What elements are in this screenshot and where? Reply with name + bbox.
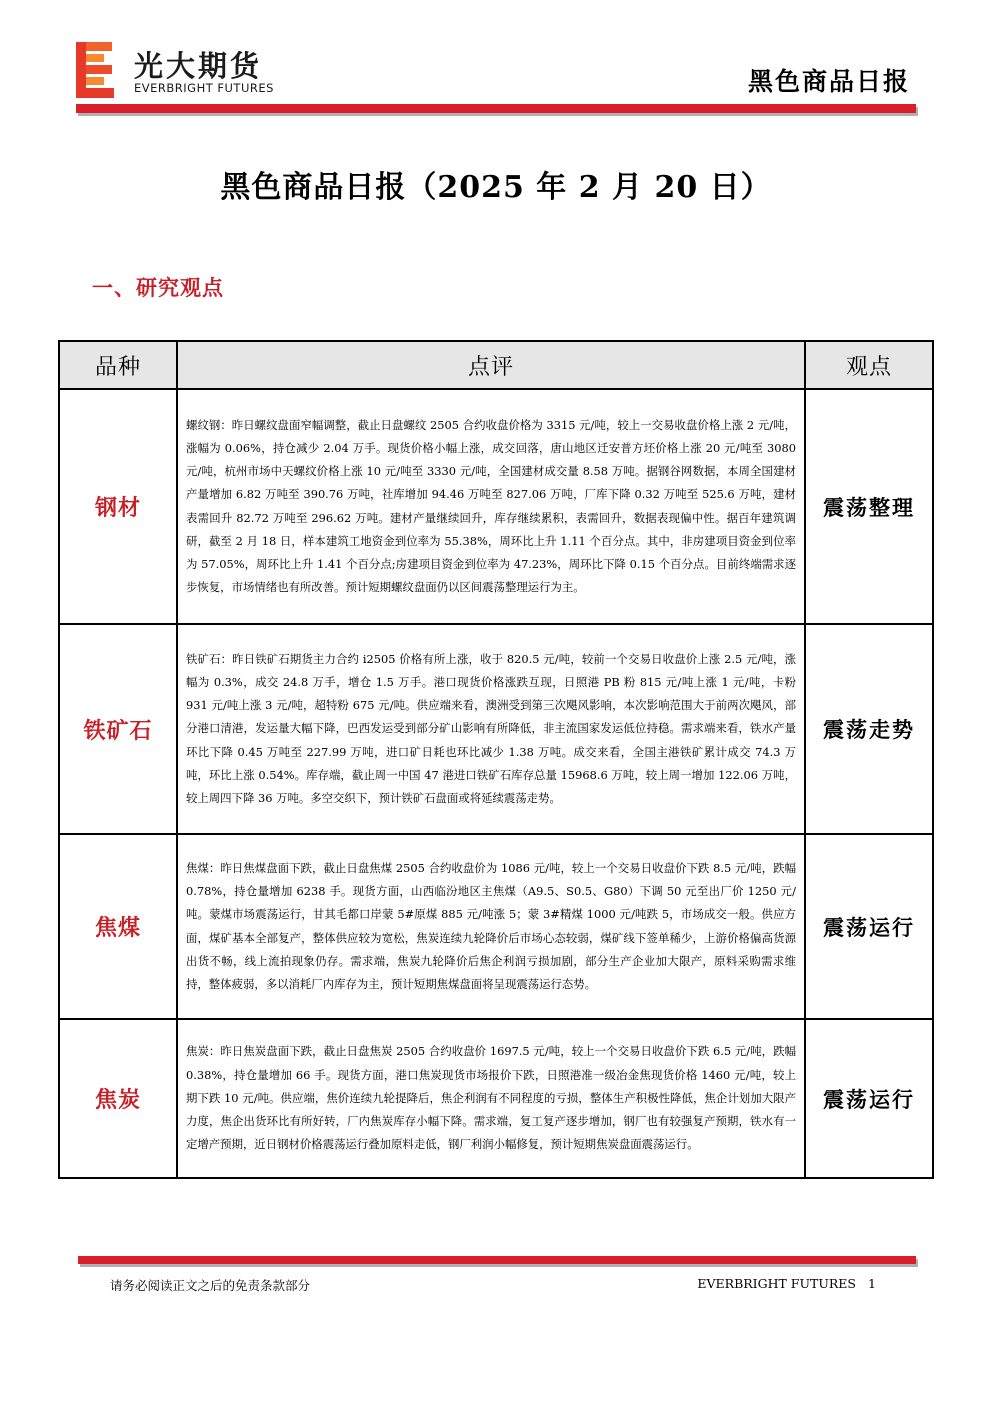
header-variety: 品种 — [59, 341, 177, 389]
section-heading: 一、研究观点 — [92, 275, 224, 300]
comment-cell: 螺纹钢：昨日螺纹盘面窄幅调整，截止日盘螺纹 2505 合约收盘价格为 3315 元/吨，较上一交易收盘价格上涨 2 元/吨，涨幅为 0.06%，持仓减少 2.04 万手。现货价格小幅上涨，成交回落，唐山地区迁安普方坯价格上涨 20 元/吨至 3080 元/吨，杭州市场中天螺纹价格上涨 10 元/吨至 3330 元/吨，全国建材成交量 8.58 万吨。据钢谷网数据，本周全国建材产量增加 6.82 万吨至 390.76 万吨，社库增加 94.46 万吨至 827.06 万吨，厂库下降 0.32 万吨至 525.6 万吨，建材表需回升 82.72 万吨至 296.62 万吨。建材产量继续回升，库存继续累积，表需回升，数据表现偏中性。据百年建筑调研，截至 2 月 18 日，样本建筑工地资金到位率为 55.38%，周环比上升 1.11 个百分点。其中，非房建项目资金到位率为 57.05%，周环比上升 1.41 个百分点;房建项目资金到位率为 47.23%，周环比下降 0.15 个百分点。目前终端需求逐步恢复，市场情绪也有所改善。预计短期螺纹盘面仍以区间震荡整理运行为主。 — [177, 389, 805, 624]
comment-cell: 焦炭：昨日焦炭盘面下跌，截止日盘焦炭 2505 合约收盘价 1697.5 元/吨，较上一个交易日收盘价下跌 6.5 元/吨，跌幅 0.38%，持仓量增加 66 手。现货方面，港口焦炭现货市场报价下跌，日照港准一级冶金焦现货价格 1460 元/吨，较上期下跌 10 元/吨。供应端，焦价连续九轮提降后，焦企利润有不同程度的亏损，整体生产积极性降低，焦企计划加大限产力度，焦企出货环比有所好转，厂内焦炭库存小幅下降。需求端，复工复产逐步增加，钢厂也有较强复产预期，铁水有一定增产预期，近日钢材价格震荡运行叠加原料走低，钢厂利润小幅修复，预计短期焦炭盘面震荡运行。 — [177, 1019, 805, 1178]
view-cell: 震荡运行 — [805, 1019, 933, 1178]
logo-chinese-name: 光大期货 — [134, 49, 263, 83]
variety-cell: 铁矿石 — [59, 624, 177, 834]
table-header-row — [59, 341, 933, 389]
variety-cell: 焦炭 — [59, 1019, 177, 1178]
footer-divider — [78, 1256, 916, 1264]
variety-cell: 焦煤 — [59, 834, 177, 1019]
document-title: 黑色商品日报（2025 年 2 月 20 日） — [220, 170, 772, 205]
page-number: 1 — [868, 1276, 876, 1291]
header-comment: 点评 — [177, 341, 805, 389]
company-logo — [76, 42, 296, 98]
everbright-logo-icon — [76, 42, 116, 98]
footer-disclaimer: 请务必阅读正文之后的免责条款部分 — [110, 1278, 311, 1293]
table-row — [59, 389, 933, 624]
variety-cell: 钢材 — [59, 389, 177, 624]
logo-english-name: EVERBRIGHT FUTURES — [134, 81, 274, 95]
view-cell: 震荡走势 — [805, 624, 933, 834]
footer-brand: EVERBRIGHT FUTURES — [697, 1276, 856, 1291]
table-row — [59, 624, 933, 834]
header-view: 观点 — [805, 341, 933, 389]
header-divider — [76, 104, 916, 113]
comment-cell: 焦煤：昨日焦煤盘面下跌，截止日盘焦煤 2505 合约收盘价为 1086 元/吨，较上一个交易日收盘价下跌 8.5 元/吨，跌幅 0.78%，持仓量增加 6238 手。现货方面，山西临汾地区主焦煤（A9.5、S0.5、G80）下调 50 元至出厂价 1250 元/吨。蒙煤市场震荡运行，甘其毛都口岸蒙 5#原煤 885 元/吨涨 5；蒙 3#精煤 1000 元/吨跌 5，市场成交一般。供应方面，煤矿基本全部复产，整体供应较为宽松，焦炭连续九轮降价后市场心态较弱，煤矿线下签单稀少，上游价格偏高货源出货不畅，线上流拍现象仍存。需求端，焦炭九轮降价后焦企利润亏损加剧，部分生产企业加大限产，原料采购需求维持，整体疲弱，多以消耗厂内库存为主，预计短期焦煤盘面将呈现震荡运行态势。 — [177, 834, 805, 1019]
view-cell: 震荡整理 — [805, 389, 933, 624]
table-row — [59, 1019, 933, 1178]
research-view-table — [58, 340, 934, 1179]
header-report-name: 黑色商品日报 — [747, 67, 910, 96]
comment-cell: 铁矿石：昨日铁矿石期货主力合约 i2505 价格有所上涨，收于 820.5 元/吨，较前一个交易日收盘价上涨 2.5 元/吨，涨幅为 0.3%，成交 24.8 万手，增仓 1.5 万手。港口现货价格涨跌互现，日照港 PB 粉 815 元/吨上涨 1 元/吨，卡粉 931 元/吨上涨 3 元/吨，超特粉 675 元/吨。供应端来看，澳洲受到第三次飓风影响，本次影响范围大于前两次飓风，部分港口清港，发运量大幅下降，巴西发运受到部分矿山影响有所降低，非主流国家发运低位持稳。需求端来看，铁水产量环比下降 0.45 万吨至 227.99 万吨，进口矿日耗也环比减少 1.38 万吨。成交来看，全国主港铁矿累计成交 74.3 万吨，环比上涨 0.54%。库存端，截止周一中国 47 港进口铁矿石库存总量 15968.6 万吨，较上周一增加 122.06 万吨，较上周四下降 36 万吨。多空交织下，预计铁矿石盘面或将延续震荡走势。 — [177, 624, 805, 834]
view-cell: 震荡运行 — [805, 834, 933, 1019]
table-row — [59, 834, 933, 1019]
